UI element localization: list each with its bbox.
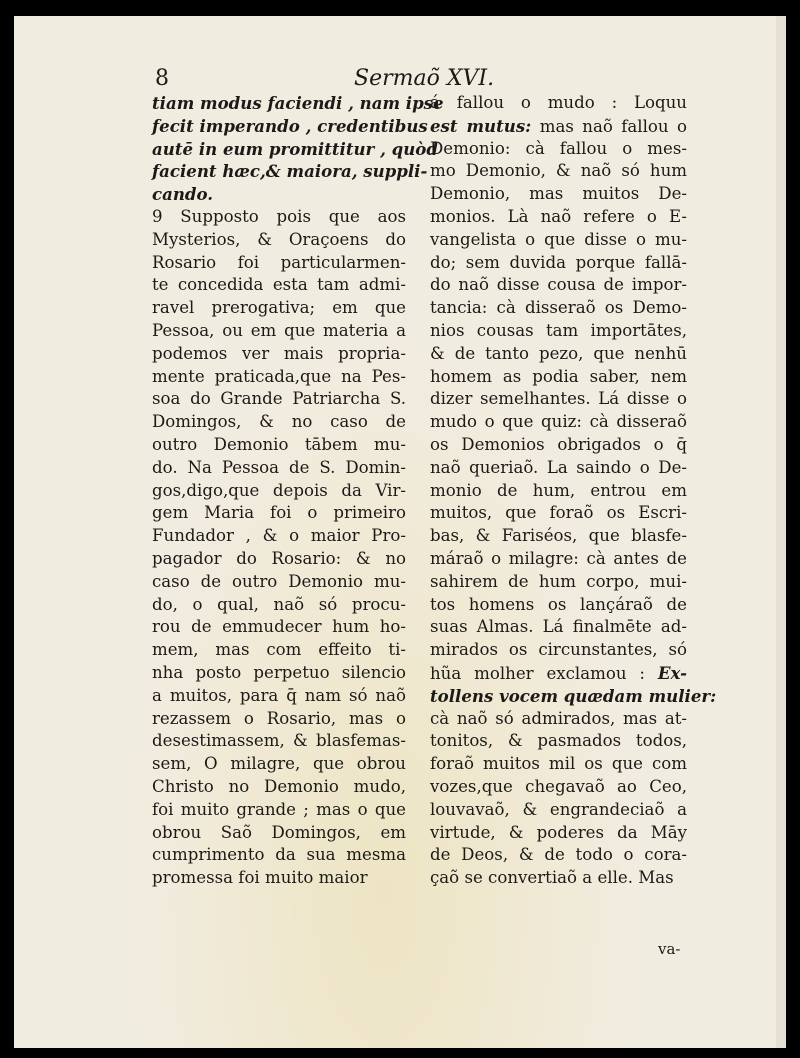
text-line: bas, & Fariséos, que blasfe- (430, 526, 687, 546)
text-line: rezassem o Rosario, mas o (152, 708, 406, 728)
text-line: á fallou o mudo : Loquu (430, 93, 687, 112)
catchword: va- (658, 940, 681, 958)
text-line: do naõ disse cousa de impor- (430, 275, 687, 295)
text-line: rou de emmudecer hum ho- (152, 617, 406, 637)
text-line: soa do Grande Patriarcha S. (152, 389, 406, 409)
text-line (430, 662, 687, 685)
text-line: a muitos, para q̄ nam só naõ (152, 685, 406, 705)
text-line: Mysterios, & Oraçoens do (152, 229, 406, 249)
text-line: ravel prerogativa; em que (152, 298, 406, 318)
text-line: cando. (152, 184, 214, 205)
text-line: muitos, que foraõ os Escri- (430, 503, 687, 523)
text-line: foi muito grande ; mas o que (152, 799, 406, 819)
text-line: obrou Saõ Domingos, em (152, 822, 406, 842)
text-line: vangelista o que disse o mu- (430, 229, 687, 249)
text-line: foraõ muitos mil os que com (430, 754, 687, 774)
text-line: vozes,que chegavaõ ao Ceo, (430, 776, 687, 796)
text-line: Pessoa, ou em que materia a (152, 320, 406, 340)
text-segment: est mutus: (430, 115, 532, 136)
text-line: de Deos, & de todo o cora- (430, 845, 687, 865)
text-line: Demonio: cà fallou o mes- (430, 138, 687, 158)
text-line: mo Demonio, & naõ só hum (430, 161, 687, 181)
text-line: Christo no Demonio mudo, (152, 776, 406, 796)
text-line: cumprimento da sua mesma (152, 845, 406, 865)
page-number: 8 (155, 66, 169, 91)
text-line: caso de outro Demonio mu- (152, 571, 406, 591)
text-line: sem, O milagre, que obrou (152, 754, 406, 774)
book-page (14, 16, 786, 1048)
text-line: os Demonios obrigados o q̄ (430, 434, 687, 454)
text-line: do, o qual, naõ só procu- (152, 594, 406, 614)
text-line: promessa foi muito maior (152, 868, 368, 888)
left-column (152, 92, 444, 890)
text-line: gem Maria foi o primeiro (152, 503, 406, 523)
text-line: louvavaõ, & engrandeciaõ a (430, 799, 687, 819)
text-line: fecit imperando , credentibus (152, 115, 428, 136)
text-line: tollens vocem quædam mulier: (430, 685, 717, 706)
text-line: do. Na Pessoa de S. Domin- (152, 457, 406, 477)
text-line: tonitos, & pasmados todos, (430, 731, 687, 751)
text-line: naõ queriaõ. La saindo o De- (430, 457, 687, 477)
text-line: mirados os circunstantes, só (430, 640, 687, 660)
text-line: autē in eum promittitur , quòd (152, 138, 438, 159)
text-line: çaõ se convertiaõ a elle. Mas (430, 868, 674, 888)
text-line: suas Almas. Lá finalmēte ad- (430, 617, 687, 637)
right-column (430, 92, 717, 890)
text-line: sahirem de hum corpo, mui- (430, 571, 687, 591)
text-line: & de tanto pezo, que nenhū (430, 343, 687, 363)
text-line: mente praticada,que na Pes- (152, 366, 406, 386)
text-line: cà naõ só admirados, mas at- (430, 708, 687, 728)
text-line: tancia: cà disseraõ os Demo- (430, 298, 687, 318)
text-line: pagador do Rosario: & no (152, 548, 406, 568)
text-segment: Ex- (657, 662, 687, 683)
text-line: homem as podia saber, nem (430, 366, 687, 386)
text-line: dizer semelhantes. Lá disse o (430, 389, 687, 409)
text-line: mudo o que quiz: cà disseraõ (430, 412, 687, 432)
text-line: nios cousas tam importātes, (430, 320, 687, 340)
page-edge (776, 16, 786, 1048)
text-line: tos homens os lançáraõ de (430, 594, 687, 614)
text-segment: hũa molher exclamou : (430, 663, 658, 683)
text-line: máraõ o milagre: cà antes de (430, 548, 687, 568)
text-line: mem, mas com effeito ti- (152, 640, 406, 660)
running-head: Sermaõ XVI. (354, 66, 495, 91)
text-line: virtude, & poderes da Māy (430, 822, 687, 842)
text-line: 9 Supposto pois que aos (152, 206, 406, 226)
text-line: podemos ver mais propria- (152, 343, 406, 363)
text-line: Demonio, mas muitos De- (430, 184, 687, 204)
text-line: nha posto perpetuo silencio (152, 662, 406, 682)
text-line: monio de hum, entrou em (430, 480, 687, 500)
text-line: outro Demonio tābem mu- (152, 434, 406, 454)
text-line: Domingos, & no caso de (152, 412, 406, 432)
text-line: facient hæc,& maiora, suppli- (152, 161, 428, 182)
text-line: Rosario foi particularmen- (152, 252, 406, 272)
text-line: te concedida esta tam admi- (152, 275, 406, 295)
text-segment: mas naõ fallou o (531, 116, 687, 136)
text-line: Fundador , & o maior Pro- (152, 526, 406, 546)
text-line: tiam modus faciendi , nam ipse (152, 93, 444, 113)
text-line: do; sem duvida porque fallā- (430, 252, 687, 272)
text-line: desestimassem, & blasfemas- (152, 731, 406, 751)
text-line (430, 115, 687, 138)
text-line: gos,digo,que depois da Vir- (152, 480, 406, 500)
text-line: monios. Là naõ refere o E- (430, 206, 687, 226)
